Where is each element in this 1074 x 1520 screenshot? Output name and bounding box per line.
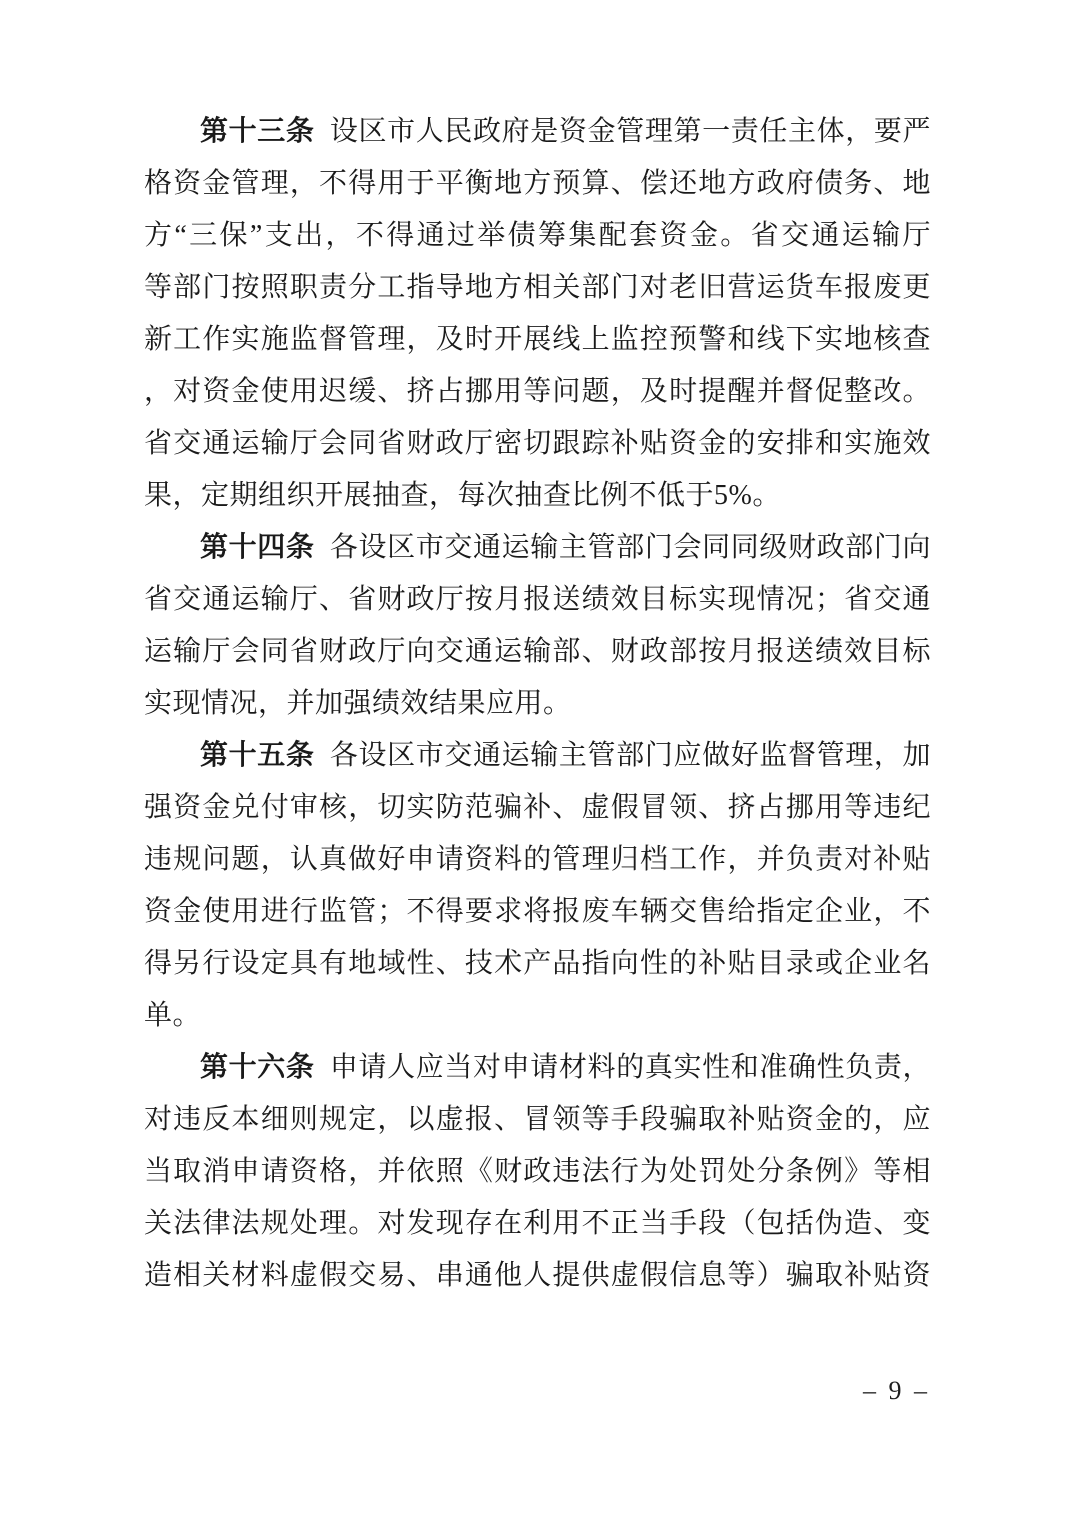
- text-line: [144, 1042, 931, 1094]
- article-number: 第十六条: [200, 1052, 315, 1083]
- text-line: 违规问题，认真做好申请资料的管理归档工作，并负责对补贴: [144, 844, 931, 875]
- article-line-text: 申请人应当对申请材料的真实性和准确性负责，: [329, 1052, 931, 1083]
- text-line: 等部门按照职责分工指导地方相关部门对老旧营运货车报废更: [144, 272, 931, 303]
- page-number: – 9 –: [863, 1376, 930, 1405]
- text-line: 单。: [144, 1000, 202, 1031]
- text-line: 关法律法规处理。对发现存在利用不正当手段（包括伪造、变: [144, 1208, 931, 1239]
- text-line: ，对资金使用迟缓、挤占挪用等问题，及时提醒并督促整改。: [144, 376, 931, 407]
- text-line: 对违反本细则规定，以虚报、冒领等手段骗取补贴资金的，应: [144, 1104, 931, 1135]
- text-line: 得另行设定具有地域性、技术产品指向性的补贴目录或企业名: [144, 948, 931, 979]
- text-line: [144, 106, 931, 158]
- text-line: [144, 730, 931, 782]
- article-line-text: 设区市人民政府是资金管理第一责任主体，要严: [329, 116, 931, 147]
- text-line: 格资金管理，不得用于平衡地方预算、偿还地方政府债务、地: [144, 168, 931, 199]
- text-line: 方“三保”支出，不得通过举债筹集配套资金。省交通运输厅: [144, 220, 931, 251]
- text-line: 果，定期组织开展抽查，每次抽查比例不低于5%。: [144, 480, 781, 511]
- article-number: 第十四条: [200, 532, 315, 563]
- article-number: 第十三条: [200, 116, 315, 147]
- text-line: 当取消申请资格，并依照《财政违法行为处罚处分条例》等相: [144, 1156, 931, 1187]
- text-line: 新工作实施监督管理，及时开展线上监控预警和线下实地核查: [144, 324, 931, 355]
- article-line-text: 各设区市交通运输主管部门会同同级财政部门向: [329, 532, 931, 563]
- text-line: 强资金兑付审核，切实防范骗补、虚假冒领、挤占挪用等违纪: [144, 792, 931, 823]
- text-line: 省交通运输厅会同省财政厅密切跟踪补贴资金的安排和实施效: [144, 428, 931, 459]
- text-line: [144, 522, 931, 574]
- text-line: 省交通运输厅、省财政厅按月报送绩效目标实现情况；省交通: [144, 584, 931, 615]
- text-line: 实现情况，并加强绩效结果应用。: [144, 688, 572, 719]
- text-line: 运输厅会同省财政厅向交通运输部、财政部按月报送绩效目标: [144, 636, 931, 667]
- document-body: [144, 106, 931, 1302]
- text-line: 造相关材料虚假交易、串通他人提供虚假信息等）骗取补贴资: [144, 1260, 931, 1291]
- text-line: 资金使用进行监管；不得要求将报废车辆交售给指定企业，不: [144, 896, 931, 927]
- article-number: 第十五条: [200, 740, 315, 771]
- article-line-text: 各设区市交通运输主管部门应做好监督管理，加: [329, 740, 931, 771]
